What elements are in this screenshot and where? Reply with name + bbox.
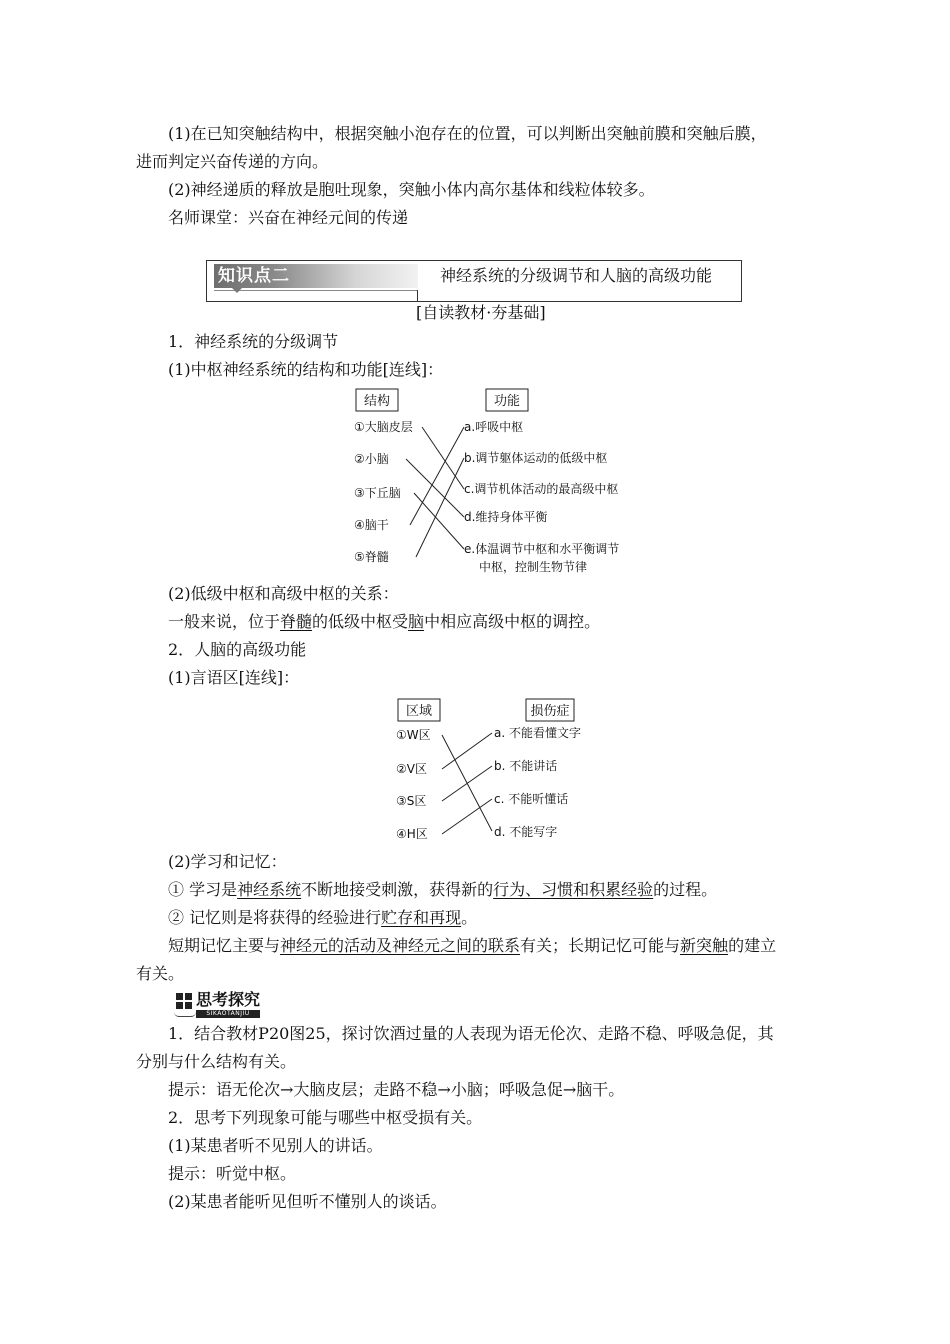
question-2-1: (1)某患者听不见别人的讲话。	[168, 1136, 383, 1155]
knowledge-point-subtitle: [自读教材·夯基础]	[416, 303, 546, 322]
connector-line	[414, 493, 464, 549]
learn-text: ① 学习是	[168, 880, 238, 899]
section2-sub1: (1)言语区[连线]：	[168, 668, 300, 687]
symptom-item: a. 不能看懂文字	[494, 726, 581, 740]
knowledge-point-tag-underline	[214, 290, 418, 291]
language-area-diagram	[384, 693, 614, 848]
hierarchy-relation	[168, 612, 600, 632]
area-item: ③S区	[396, 794, 427, 808]
learn-blank: 行为、习惯和积累经验	[493, 880, 654, 899]
short-term-memory	[168, 936, 776, 956]
intro-paragraph-1-cont: 进而判定兴奋传递的方向。	[136, 152, 329, 171]
connector-line	[422, 427, 464, 489]
stm-text: 有关；长期记忆可能与	[520, 936, 681, 955]
section1-sub1: (1)中枢神经系统的结构和功能[连线]：	[168, 360, 444, 379]
learn-blank: 神经系统	[237, 880, 302, 899]
structure-item: ③下丘脑	[354, 486, 401, 500]
teacher-class-link[interactable]: 名师课堂：兴奋在神经元间的传递	[168, 208, 409, 227]
answer-2-1: 提示：听觉中枢。	[168, 1164, 297, 1183]
stm-text: 短期记忆主要与	[168, 936, 281, 955]
question-2-2: (2)某患者能听见但听不懂别人的谈话。	[168, 1192, 447, 1211]
memory-text: 。	[461, 908, 478, 927]
stm-text: 的建立	[728, 936, 777, 955]
connector-line	[442, 766, 492, 801]
section2-sub2: (2)学习和记忆：	[168, 852, 287, 871]
structure-function-diagram	[340, 385, 640, 580]
structure-item: ①大脑皮层	[354, 420, 413, 434]
memory-definition	[168, 908, 477, 928]
function-item: c.调节机体活动的最高级中枢	[464, 482, 619, 496]
knowledge-point-divider	[417, 290, 418, 302]
area-item: ④H区	[396, 827, 428, 841]
symptom-item: c. 不能听懂话	[494, 792, 569, 806]
answer-1: 提示：语无伦次→大脑皮层；走路不稳→小脑；呼吸急促→脑干。	[168, 1080, 625, 1099]
relation-text: 一般来说，位于	[168, 612, 281, 631]
relation-text: 的低级中枢受	[312, 612, 409, 631]
memory-blank: 贮存和再现	[381, 908, 462, 927]
area-item: ②V区	[396, 762, 427, 776]
think-section-title: 思考探究	[196, 990, 261, 1009]
section2-heading: 2．人脑的高级功能	[168, 640, 307, 659]
knowledge-point-title: 神经系统的分级调节和人脑的高级功能	[440, 266, 713, 285]
function-header: 功能	[493, 394, 521, 409]
question-1: 1．结合教材P20图25，探讨饮酒过量的人表现为语无伦次、走路不稳、呼吸急促，其	[168, 1024, 774, 1043]
area-item: ①W区	[396, 728, 431, 742]
stm-blank: 新突触	[680, 936, 729, 955]
swoosh-icon	[174, 1012, 196, 1017]
connector-line	[416, 458, 464, 557]
think-section-pinyin: SIKAOTANJIU	[196, 1010, 260, 1018]
relation-blank: 脊髓	[280, 612, 313, 631]
connector-line	[410, 427, 464, 525]
stm-blank: 神经元的活动及神经元之间的联系	[280, 936, 521, 955]
relation-text: 中相应高级中枢的调控。	[424, 612, 601, 631]
question-1-cont: 分别与什么结构有关。	[136, 1052, 297, 1071]
section1-sub2: (2)低级中枢和高级中枢的关系：	[168, 584, 399, 603]
question-2: 2．思考下列现象可能与哪些中枢受损有关。	[168, 1108, 483, 1127]
structure-item: ④脑干	[354, 518, 389, 532]
structure-item: ②小脑	[354, 452, 389, 466]
tag-notch-icon	[232, 288, 242, 293]
short-term-memory-cont: 有关。	[136, 964, 185, 983]
learning-definition	[168, 880, 717, 900]
symptom-item: d. 不能写字	[494, 825, 558, 839]
function-item: d.维持身体平衡	[464, 510, 548, 524]
connector-line	[406, 459, 464, 517]
connector-line	[442, 733, 492, 769]
symptom-header: 损伤症	[530, 704, 570, 719]
function-item-cont: 中枢，控制生物节律	[479, 560, 588, 574]
learn-text: 的过程。	[653, 880, 718, 899]
section1-heading: 1．神经系统的分级调节	[168, 332, 339, 351]
function-item: a.呼吸中枢	[464, 420, 524, 434]
structure-item: ⑤脊髓	[354, 550, 389, 564]
intro-paragraph-2: (2)神经递质的释放是胞吐现象，突触小体内高尔基体和线粒体较多。	[168, 180, 655, 199]
knowledge-point-tag: 知识点二	[218, 266, 290, 286]
grid-icon	[176, 993, 192, 1009]
symptom-item: b. 不能讲话	[494, 759, 558, 773]
function-item: e.体温调节中枢和水平衡调节	[464, 542, 620, 556]
learn-text: 不断地接受刺激，获得新的	[301, 880, 494, 899]
area-header: 区域	[405, 704, 433, 719]
memory-text: ② 记忆则是将获得的经验进行	[168, 908, 382, 927]
structure-header: 结构	[363, 394, 391, 409]
function-item: b.调节躯体运动的低级中枢	[464, 451, 608, 465]
relation-blank: 脑	[408, 612, 425, 631]
intro-paragraph-1: (1)在已知突触结构中，根据突触小泡存在的位置，可以判断出突触前膜和突触后膜，	[168, 124, 767, 143]
